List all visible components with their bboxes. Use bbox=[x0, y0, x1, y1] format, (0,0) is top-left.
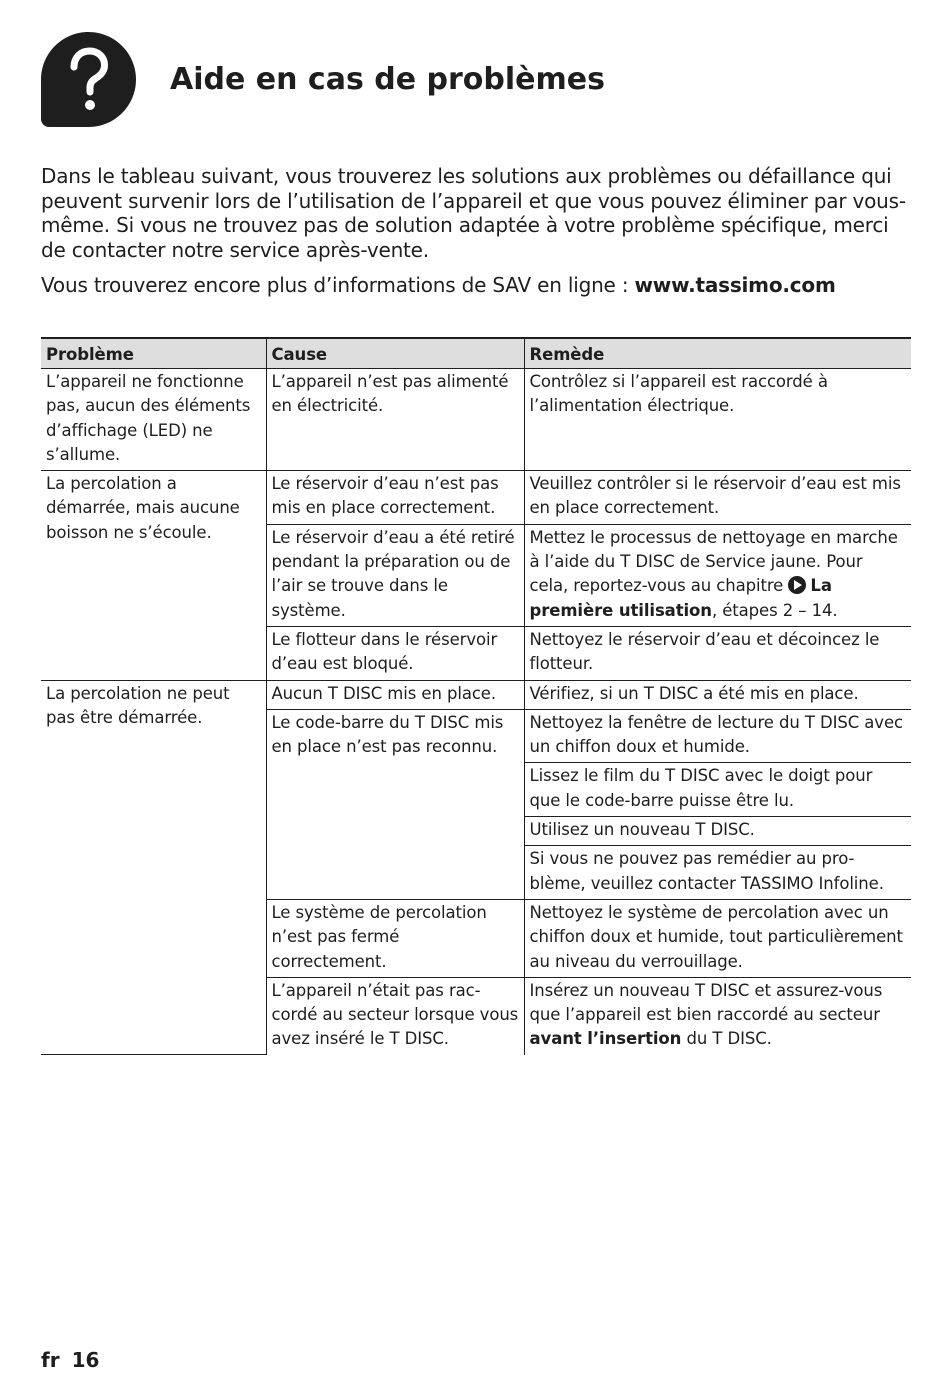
remedy-cell: Veuillez contrôler si le réservoir d’eau est mis en place correctement. bbox=[524, 471, 911, 525]
header-problem: Problème bbox=[41, 338, 266, 369]
cause-cell: Le code-barre du T DISC mis en place n’est pas reconnu. bbox=[266, 709, 524, 899]
table-row bbox=[41, 680, 911, 709]
cause-cell: Le système de percolation n’est pas fermé correctement. bbox=[266, 899, 524, 977]
page-footer bbox=[41, 1348, 99, 1372]
intro-paragraph: Dans le tableau suivant, vous trouverez les solutions aux problèmes ou défaillance qui peuvent survenir lors de l’utilisation de l’appareil et que vous pouvez éliminer par vous-même. Si vous ne trouvez pas de solution adaptée à votre problème spécifique, merci de contacter notre service après-vente. bbox=[41, 164, 906, 262]
problem-cell: La percolation a démarrée, mais aucune boisson ne s’écoule. bbox=[41, 471, 266, 680]
cause-cell: L’appareil n’était pas rac-cordé au secteur lorsque vous avez inséré le T DISC. bbox=[266, 977, 524, 1054]
table-row bbox=[41, 471, 911, 525]
page-title: Aide en cas de problèmes bbox=[170, 62, 605, 97]
header-cause: Cause bbox=[266, 338, 524, 369]
cause-cell: Le flotteur dans le réservoir d’eau est bloqué. bbox=[266, 626, 524, 680]
problem-cell: L’appareil ne fonctionne pas, aucun des éléments d’affichage (LED) ne s’allume. bbox=[41, 369, 266, 471]
remedy-emphasis: avant l’insertion bbox=[529, 1029, 682, 1049]
remedy-text-end: du T DISC. bbox=[681, 1029, 772, 1049]
cause-cell: L’appareil n’est pas alimenté en électricité. bbox=[266, 369, 524, 471]
remedy-text: Insérez un nouveau T DISC et assurez-vous que l’appareil est bien raccordé au secteur bbox=[529, 980, 883, 1025]
language-code: fr bbox=[41, 1348, 60, 1372]
online-info bbox=[41, 273, 911, 298]
play-arrow-icon bbox=[788, 576, 806, 594]
table-row bbox=[41, 369, 911, 471]
remedy-cell: Contrôlez si l’appareil est raccordé à l’alimentation électrique. bbox=[524, 369, 911, 471]
chapter-reference: La première utilisation bbox=[529, 576, 832, 620]
online-info-separator: : bbox=[615, 273, 635, 297]
website-link[interactable]: www.tassimo.com bbox=[634, 273, 836, 297]
remedy-cell bbox=[524, 524, 911, 626]
remedy-text: Mettez le processus de nettoyage en marche à l’aide du T DISC de Service jaune. Pour cela, reportez-vous au chapitre bbox=[529, 527, 898, 596]
cause-cell: Aucun T DISC mis en place. bbox=[266, 680, 524, 709]
remedy-cell: Vérifiez, si un T DISC a été mis en place. bbox=[524, 680, 911, 709]
remedy-cell: Lissez le film du T DISC avec le doigt pour que le code-barre puisse être lu. bbox=[524, 763, 911, 817]
online-info-text: Vous trouverez encore plus d’informations de SAV en ligne bbox=[41, 273, 616, 297]
remedy-text-end: , étapes 2 – 14. bbox=[711, 600, 838, 620]
remedy-cell bbox=[524, 977, 911, 1054]
problem-cell: La percolation ne peut pas être démarrée. bbox=[41, 680, 266, 1055]
remedy-cell: Utilisez un nouveau T DISC. bbox=[524, 817, 911, 846]
cause-cell: Le réservoir d’eau n’est pas mis en place correctement. bbox=[266, 471, 524, 525]
question-mark-icon bbox=[40, 31, 137, 128]
page-number: 16 bbox=[71, 1348, 100, 1372]
remedy-cell: Nettoyez le système de percolation avec un chiffon doux et humide, tout particulièrement au niveau du verrouillage. bbox=[524, 899, 911, 977]
remedy-cell: Nettoyez le réservoir d’eau et décoincez le flotteur. bbox=[524, 626, 911, 680]
cause-cell: Le réservoir d’eau a été retiré pendant la préparation ou de l’air se trouve dans le système. bbox=[266, 524, 524, 626]
table-header-row bbox=[41, 338, 911, 369]
troubleshooting-table bbox=[41, 337, 911, 1055]
remedy-cell: Si vous ne pouvez pas remédier au pro-blème, veuillez contacter TASSIMO Infoline. bbox=[524, 846, 911, 900]
remedy-cell: Nettoyez la fenêtre de lecture du T DISC avec un chiffon doux et humide. bbox=[524, 709, 911, 763]
header-remedy: Remède bbox=[524, 338, 911, 369]
intro-text bbox=[41, 164, 911, 298]
